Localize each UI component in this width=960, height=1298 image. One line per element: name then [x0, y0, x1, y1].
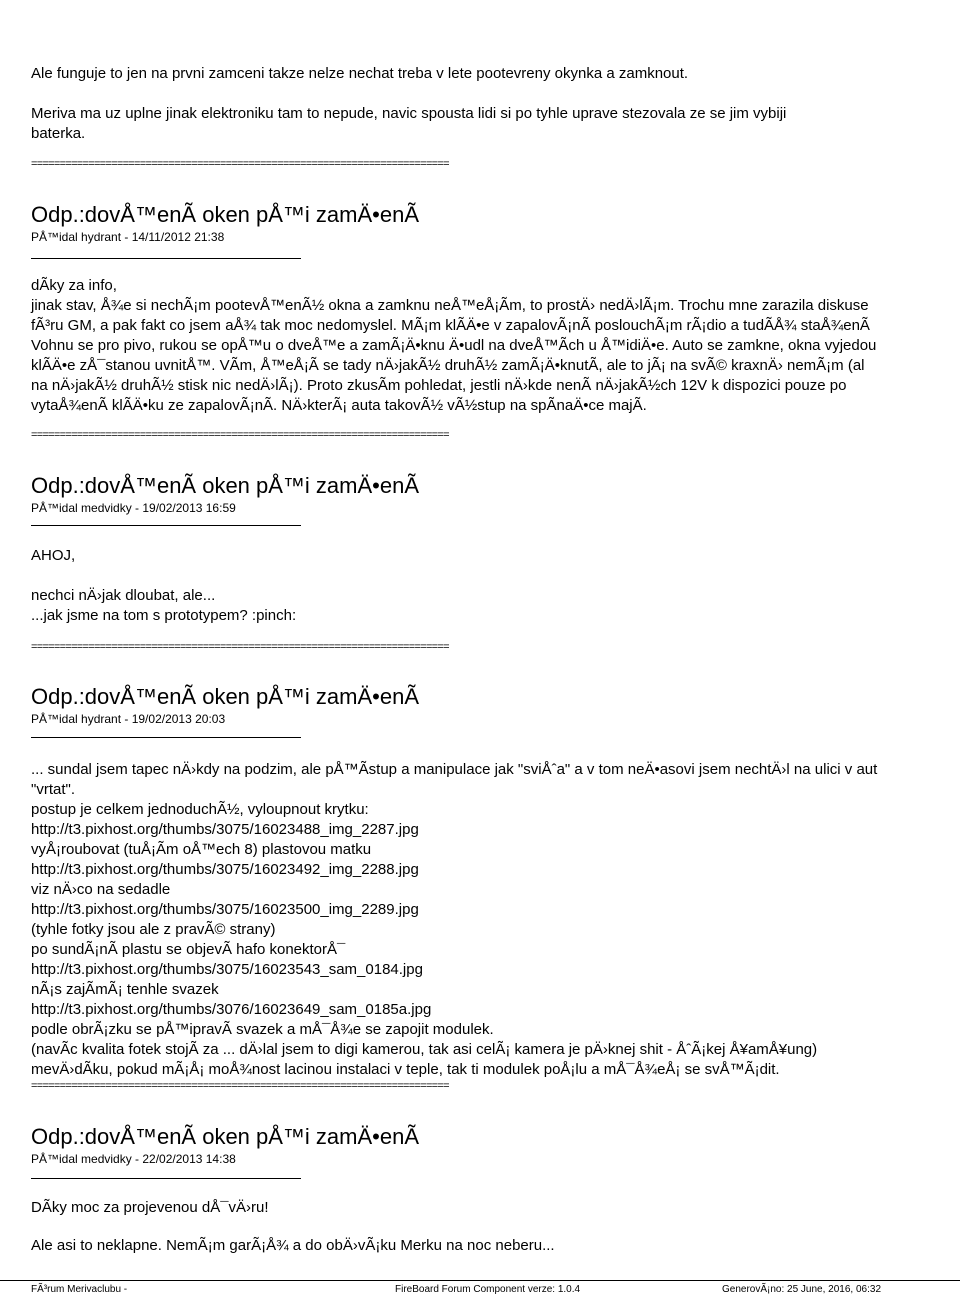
intro-line: baterka. [31, 125, 86, 142]
post-line: http://t3.pixhost.org/thumbs/3075/16023488_img_2287.jpg [31, 821, 419, 838]
intro-block [31, 64, 786, 144]
post-line: "vrtat". [31, 781, 75, 798]
post-meta: PÅ™idal hydrant - 14/11/2012 21:38 [31, 230, 225, 244]
post-meta: PÅ™idal medvidky - 22/02/2013 14:38 [31, 1152, 236, 1166]
post-line: http://t3.pixhost.org/thumbs/3075/16023500_img_2289.jpg [31, 901, 419, 918]
post-divider [31, 525, 301, 526]
post-meta: PÅ™idal hydrant - 19/02/2013 20:03 [31, 712, 226, 726]
post-line: dÃky za info, [31, 277, 117, 294]
separator: ========================================================================= [31, 1080, 449, 1092]
post-line: (tyhle fotky jsou ale z pravÃ© strany) [31, 921, 276, 938]
footer-component: FireBoard Forum Component verze: 1.0.4 [395, 1284, 581, 1295]
post-body [31, 546, 296, 626]
post [31, 683, 419, 727]
post [31, 1123, 419, 1167]
separator: ========================================================================= [31, 641, 449, 653]
footer-site-name: FÃ³rum Merivaclubu - [31, 1284, 128, 1295]
post-line: vytaÅ¾enÃ klÃÄ•ku ze zapalovÃ¡nÃ. NÄ›kterÃ¡ auta takovÃ½ vÃ½stup na spÃnaÄ•ce majÃ. [31, 397, 647, 414]
post-line: jinak stav, Å¾e si nechÃ¡m pootevÅ™enÃ½ okna a zamknu neÅ™eÅ¡Ãm, to prostÄ› nedÄ›lÃ¡m. Trochu mne zarazila diskuse [31, 297, 869, 314]
post-divider [31, 1178, 301, 1179]
post-body [31, 760, 877, 1080]
post-line: ...jak jsme na tom s prototypem? :pinch: [31, 607, 297, 624]
post-title: Odp.:dovÅ™enÃ oken pÅ™i zamÄ•enÃ [31, 473, 420, 498]
post-line: postup je celkem jednoduchÃ½, vyloupnout krytku: [31, 801, 369, 818]
post-line: Ale asi to neklapne. NemÃ¡m garÃ¡Å¾ a do obÄ›vÃ¡ku Merku na noc neberu... [31, 1237, 555, 1254]
post-line: podle obrÃ¡zku se pÅ™ipravÃ svazek a mÅ¯Å¾e se zapojit modulek. [31, 1021, 494, 1038]
post-line: (navÃc kvalita fotek stojÃ za ... dÄ›lal jsem to digi kamerou, tak asi celÃ¡ kamera je pÄ›knej shit - ÅˆÃ¡kej Å¥amÅ¥ung) [31, 1041, 818, 1058]
post-line: po sundÃ¡nÃ plastu se objevÃ hafo konektorÅ¯ [31, 941, 346, 958]
post-body [31, 1198, 555, 1256]
post-line: http://t3.pixhost.org/thumbs/3076/16023649_sam_0185a.jpg [31, 1001, 432, 1018]
post-line: mevÄ›dÃku, pokud mÃ¡Å¡ moÅ¾nost lacinou instalaci v teple, tak ti modulek poÅ¡lu a mÅ¯Å¾eÅ¡ se svÅ™Ã¡dit. [31, 1061, 780, 1078]
post-line: klÃÄ•e zÅ¯stanou uvnitÅ™. VÃm, Å™eÅ¡Ã se tady nÄ›jakÃ½ druhÃ½ zamÃ¡Ä•knutÃ, ale to jÃ¡ na svÃ© kraxnÄ› nemÃ¡m (al [31, 357, 865, 374]
post [31, 472, 419, 516]
page [31, 0, 960, 1297]
post-body [31, 276, 876, 416]
page-footer [0, 1280, 960, 1298]
post-line: nÃ¡s zajÃmÃ¡ tenhle svazek [31, 981, 219, 998]
separator: ========================================================================= [31, 158, 449, 170]
post-line [31, 566, 296, 586]
post-line: ... sundal jsem tapec nÄ›kdy na podzim, ale pÅ™Ãstup a manipulace jak "sviÅˆa" a v tom neÄ•asovi jsem nechtÄ›l na ulici v aut [31, 761, 878, 778]
post-line: AHOJ, [31, 547, 76, 564]
intro-line: Ale funguje to jen na prvni zamceni takze nelze nechat treba v lete pootevreny okynka a zamknout. [31, 65, 689, 82]
post-line: na nÄ›jakÃ½ druhÃ½ stisk nic nedÄ›lÃ¡). Proto zkusÃm pohledat, jestli nÄ›kde nenÃ nÄ›jakÃ½ch 12V k dispozici pouze po [31, 377, 847, 394]
post-line: http://t3.pixhost.org/thumbs/3075/16023492_img_2288.jpg [31, 861, 419, 878]
post-divider [31, 737, 301, 738]
post-line: vyÅ¡roubovat (tuÅ¡Ãm oÅ™ech 8) plastovou matku [31, 841, 372, 858]
post-title: Odp.:dovÅ™enÃ oken pÅ™i zamÄ•enÃ [31, 684, 420, 709]
post-title: Odp.:dovÅ™enÃ oken pÅ™i zamÄ•enÃ [31, 1124, 420, 1149]
post-line: fÃ³ru GM, a pak fakt co jsem aÅ¾ tak moc nedomyslel. MÃ¡m klÃÄ•e v zapalovÃ¡nÃ poslouchÃ¡m rÃ¡dio a tudÃÅ¾ staÅ¾enÃ [31, 317, 870, 334]
intro-line: Meriva ma uz uplne jinak elektroniku tam to nepude, navic spousta lidi si po tyhle uprave stezovala ze se jim vybiji [31, 105, 787, 122]
post-title: Odp.:dovÅ™enÃ oken pÅ™i zamÄ•enÃ [31, 202, 420, 227]
separator: ========================================================================= [31, 429, 449, 441]
post-line: nechci nÄ›jak dloubat, ale... [31, 587, 216, 604]
footer-generated: GenerovÃ¡no: 25 June, 2016, 06:32 [722, 1284, 882, 1295]
post [31, 201, 419, 245]
post-line: http://t3.pixhost.org/thumbs/3075/16023543_sam_0184.jpg [31, 961, 423, 978]
post-line [31, 1218, 555, 1236]
post-line: Vohnu se pro pivo, rukou se opÅ™u o dveÅ™e a zamÃ¡Ä•knu Ä•udl na dveÅ™Ãch u Å™idiÄ•e. Auto se zamkne, okna vyjedou [31, 337, 877, 354]
post-line: viz nÄ›co na sedadle [31, 881, 171, 898]
post-meta: PÅ™idal medvidky - 19/02/2013 16:59 [31, 501, 236, 515]
post-line: DÃky moc za projevenou dÅ¯vÄ›ru! [31, 1199, 269, 1216]
post-divider [31, 258, 301, 259]
